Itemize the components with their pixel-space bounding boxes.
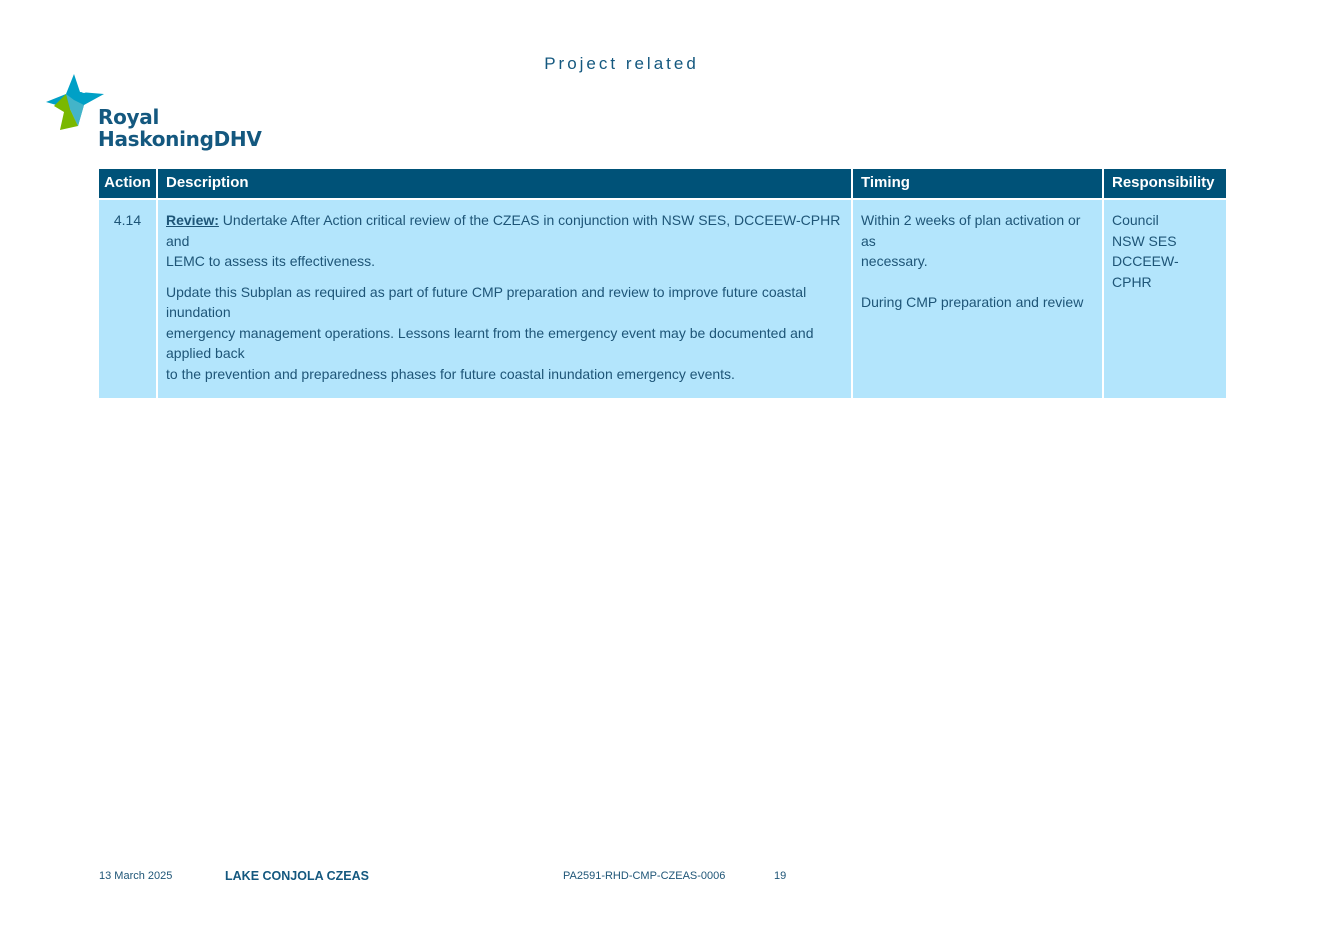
- column-header-description: Description: [157, 169, 852, 199]
- update-line-3: to the prevention and preparedness phases for future coastal inundation emergency events.: [166, 365, 735, 382]
- logo-wordmark-line2: HaskoningDHV: [98, 127, 262, 151]
- responsibility-cell: [1103, 199, 1226, 398]
- responsibility-item: Council: [1112, 212, 1159, 228]
- timing-line-1: Within 2 weeks of plan activation or as: [861, 212, 1081, 249]
- table-row: [99, 199, 1226, 398]
- footer-date: 13 March 2025: [99, 870, 173, 882]
- logo-wordmark-line1: Royal: [98, 105, 160, 129]
- review-label: Review:: [166, 212, 219, 228]
- timing-line-3: During CMP preparation and review: [861, 293, 1084, 310]
- review-text-1: Undertake After Action critical review of the CZEAS in conjunction with NSW SES, DCCEEW-CPHR and: [166, 212, 841, 249]
- table-header-row: [99, 169, 1226, 199]
- description-paragraph-review: [166, 210, 843, 272]
- action-number-cell: 4.14: [99, 199, 157, 398]
- footer-page-number: 19: [774, 870, 787, 882]
- description-paragraph-update: [166, 282, 843, 385]
- column-header-timing: Timing: [852, 169, 1103, 199]
- timing-cell: [852, 199, 1103, 398]
- action-table: [99, 169, 1226, 398]
- update-line-1: Update this Subplan as required as part of future CMP preparation and review to improve future coastal inundation: [166, 283, 807, 320]
- footer-project-title: LAKE CONJOLA CZEAS: [225, 869, 369, 883]
- review-line-1: [166, 210, 843, 251]
- company-logo: [44, 72, 274, 156]
- column-header-action: Action: [99, 169, 157, 199]
- timing-line-2: necessary.: [861, 253, 928, 269]
- document-classification: Project related: [544, 54, 699, 73]
- responsibility-item: NSW SES: [1112, 232, 1177, 249]
- description-cell: [157, 199, 852, 398]
- update-line-2: emergency management operations. Lessons learnt from the emergency event may be documented and applied back: [166, 324, 814, 361]
- column-header-responsibility: Responsibility: [1103, 169, 1226, 199]
- footer-document-reference: PA2591-RHD-CMP-CZEAS-0006: [563, 870, 726, 882]
- review-line-2: LEMC to assess its effectiveness.: [166, 253, 376, 269]
- responsibility-item: DCCEEW-CPHR: [1112, 253, 1179, 290]
